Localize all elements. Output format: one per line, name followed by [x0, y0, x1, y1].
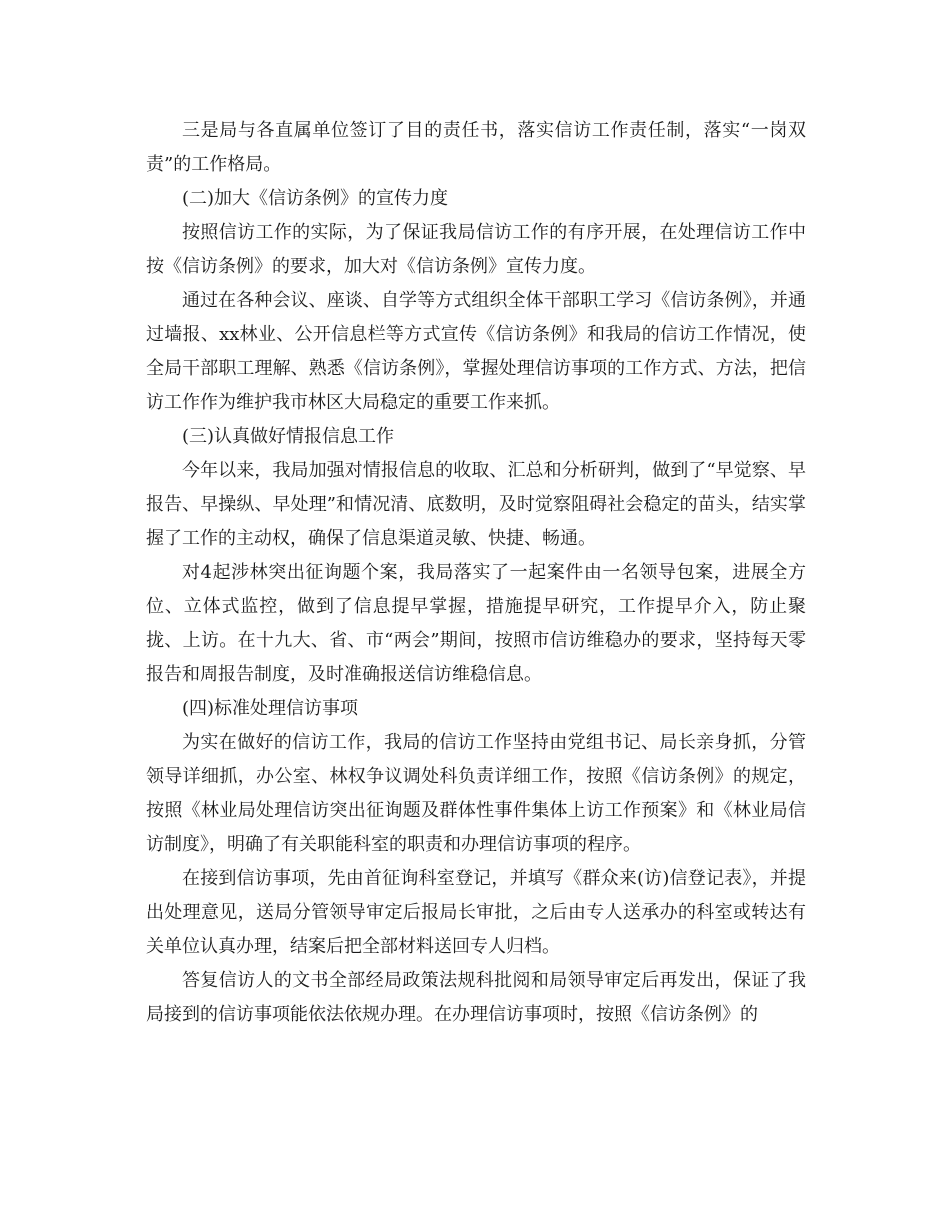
paragraph: 在接到信访事项，先由首征询科室登记，并填写《群众来(访)信登记表》，并提出处理意见，送局分管领导审定后报局长审批，之后由专人送承办的科室或转达有关单位认真办理，结案后把全部材料送回专人归档。 — [146, 868, 806, 957]
paragraph: 为实在做好的信访工作，我局的信访工作坚持由党组书记、局长亲身抓，分管领导详细抓，办公室、林权争议调处科负责详细工作，按照《信访条例》的规定，按照《林业局处理信访突出征询题及群体性事件集体上访工作预案》和《林业局信访制度》，明确了有关职能科室的职责和办理信访事项的程序。 — [146, 732, 806, 855]
document-body — [146, 114, 806, 1032]
section-heading: (三)认真做好情报信息工作 — [182, 426, 395, 447]
paragraph: 今年以来，我局加强对情报信息的收取、汇总和分析研判，做到了“早觉察、早报告、早操纵、早处理”和情况清、底数明，及时觉察阻碍社会稳定的苗头，结实掌握了工作的主动权，确保了信息渠道灵敏、快捷、畅通。 — [146, 460, 806, 549]
paragraph: 对4起涉林突出征询题个案，我局落实了一起案件由一名领导包案，进展全方位、立体式监控，做到了信息提早掌握，措施提早研究，工作提早介入，防止聚拢、上访。在十九大、省、市“两会”期间，按照市信访维稳办的要求，坚持每天零报告和周报告制度，及时准确报送信访维稳信息。 — [146, 562, 806, 685]
section-heading: (二)加大《信访条例》的宣传力度 — [182, 188, 449, 209]
paragraph: 按照信访工作的实际，为了保证我局信访工作的有序开展，在处理信访工作中按《信访条例》的要求，加大对《信访条例》宣传力度。 — [146, 222, 806, 277]
paragraph: 答复信访人的文书全部经局政策法规科批阅和局领导审定后再发出，保证了我局接到的信访事项能依法依规办理。在办理信访事项时，按照《信访条例》的 — [146, 970, 806, 1025]
paragraph: 三是局与各直属单位签订了目的责任书，落实信访工作责任制，落实“一岗双责”的工作格局。 — [146, 120, 806, 175]
section-heading: (四)标准处理信访事项 — [182, 698, 359, 719]
paragraph: 通过在各种会议、座谈、自学等方式组织全体干部职工学习《信访条例》，并通过墙报、xx林业、公开信息栏等方式宣传《信访条例》和我局的信访工作情况，使全局干部职工理解、熟悉《信访条例》，掌握处理信访事项的工作方式、方法，把信访工作作为维护我市林区大局稳定的重要工作来抓。 — [146, 290, 806, 413]
